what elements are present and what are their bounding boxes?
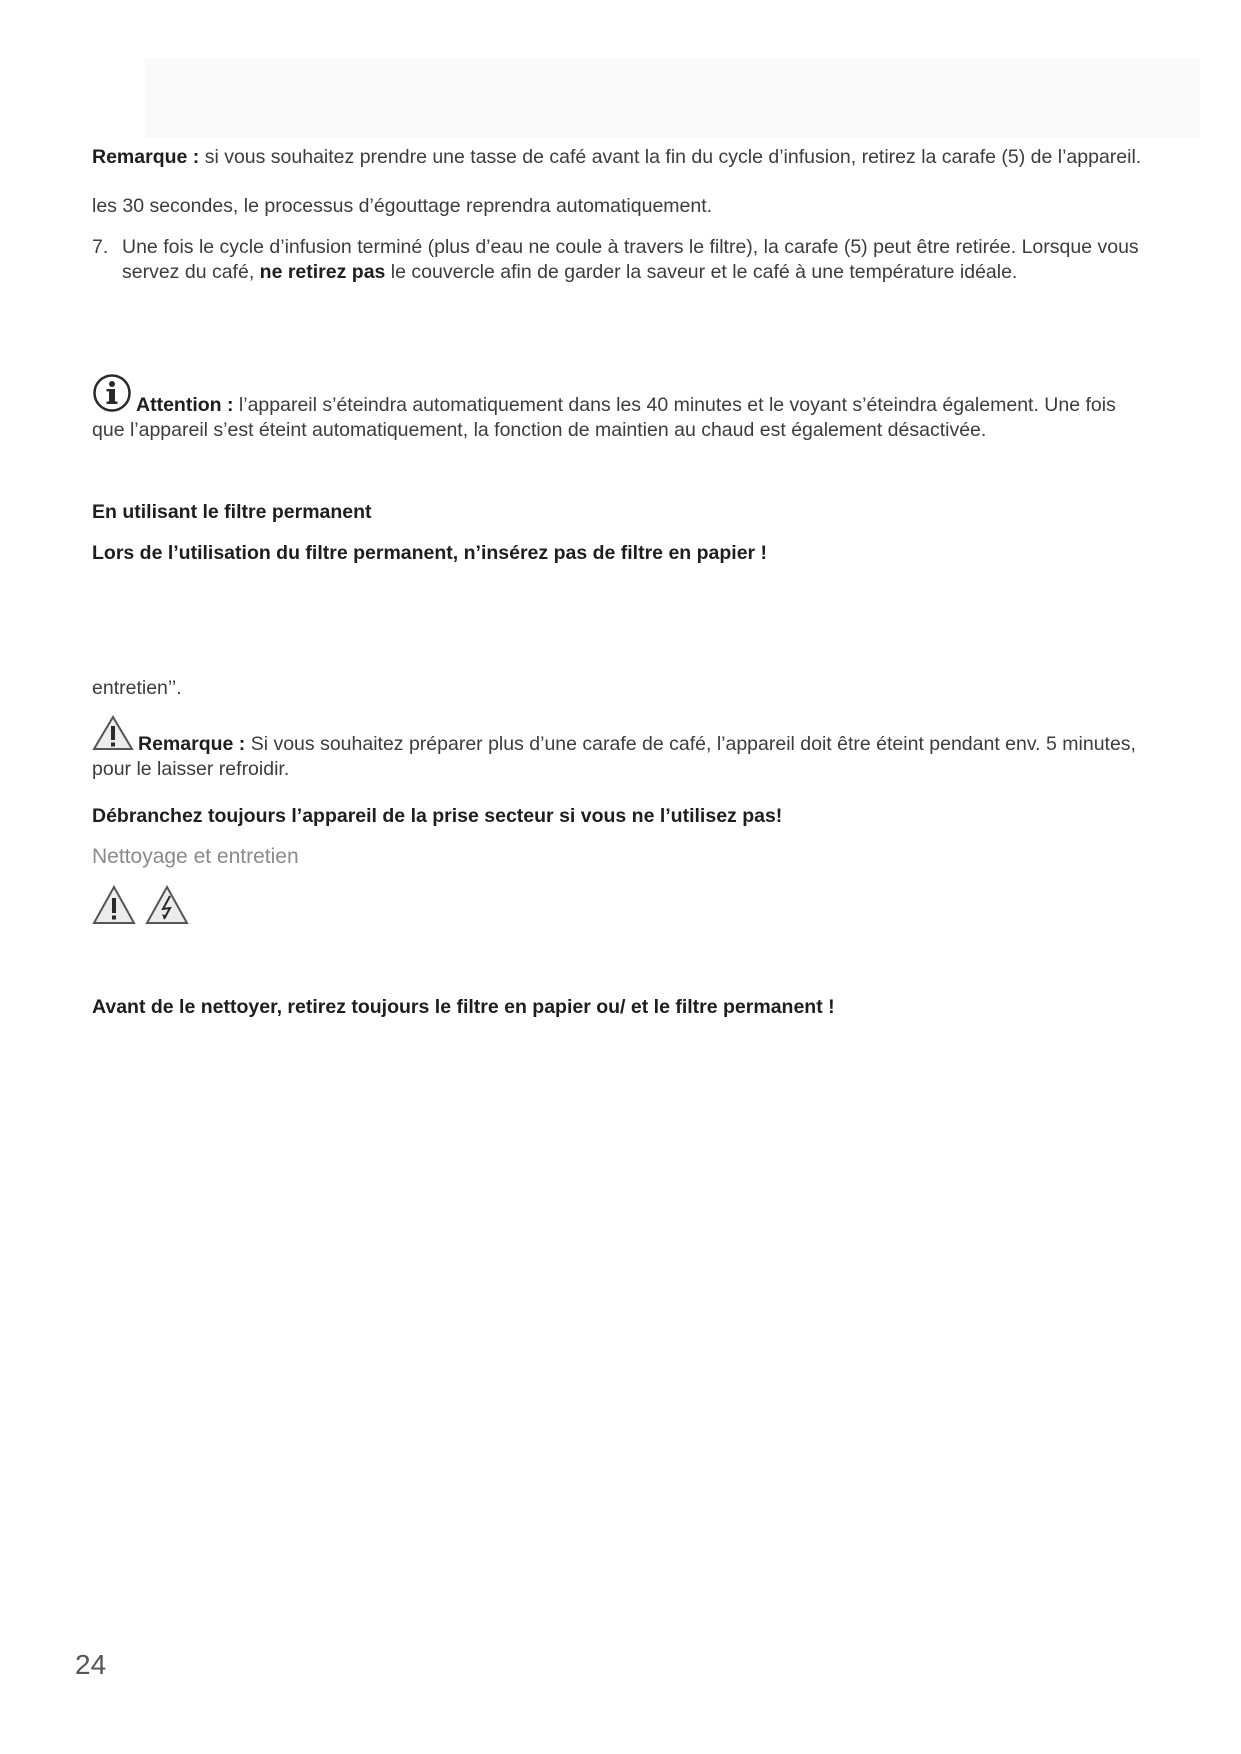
permanent-filter-warning: Lors de l’utilisation du filtre permanent, n’insérez pas de filtre en papier ! [92, 542, 768, 564]
entretien-fragment: entretien’’. [92, 677, 182, 699]
unplug-warning: Débranchez toujours l’appareil de la prise secteur si vous ne l’utilisez pas! [92, 805, 783, 827]
remark-2-text: Si vous souhaitez préparer plus d’une carafe de café, l’appareil doit être éteint pendant env. 5 minutes, pour le laisser refroidir. [92, 733, 1136, 780]
warning-triangle-icon [92, 885, 136, 932]
cleaning-warning: Avant de le nettoyer, retirez toujours le filtre en papier ou/ et le filtre permanent ! [92, 996, 835, 1018]
step-text-bold: ne retirez pas [259, 261, 386, 283]
info-icon [92, 373, 132, 420]
remark-paragraph [92, 145, 1152, 170]
step-text [122, 235, 1152, 285]
drip-resume-line: les 30 secondes, le processus d’égouttage reprendra automatiquement. [92, 195, 713, 217]
cleaning-icons [92, 885, 1152, 931]
faint-background-band [145, 58, 1200, 138]
attention-text: l’appareil s’éteindra automatiquement dans les 40 minutes et le voyant s’éteindra également. Une fois que l’appareil s’est éteint automatiquement, la fonction de maintien au chaud est également désactivée. [92, 394, 1116, 441]
remark-text: si vous souhaitez prendre une tasse de café avant la fin du cycle d’infusion, retirez la carafe (5) de l’appareil. [199, 146, 1142, 168]
step-text-after: le couvercle afin de garder la saveur et le café à une température idéale. [385, 261, 1018, 283]
electric-hazard-icon [145, 885, 189, 932]
page-number: 24 [75, 1649, 107, 1680]
attention-paragraph [92, 373, 1152, 443]
attention-label: Attention : [136, 394, 234, 416]
remark-2-label: Remarque : [138, 733, 246, 755]
step-text-before: Une fois le cycle d’infusion terminé (plus d’eau ne coule à travers le filtre), la carafe (5) peut être retirée. Lorsque vous servez du café, [122, 236, 1139, 283]
remark-label: Remarque : [92, 146, 200, 168]
remark-2-paragraph [92, 715, 1152, 782]
step-number: 7. [92, 236, 109, 258]
permanent-filter-heading: En utilisant le filtre permanent [92, 501, 372, 523]
warning-triangle-icon [92, 715, 134, 758]
step-7-item [92, 235, 1152, 285]
cleaning-section-title: Nettoyage et entretien [92, 845, 299, 868]
